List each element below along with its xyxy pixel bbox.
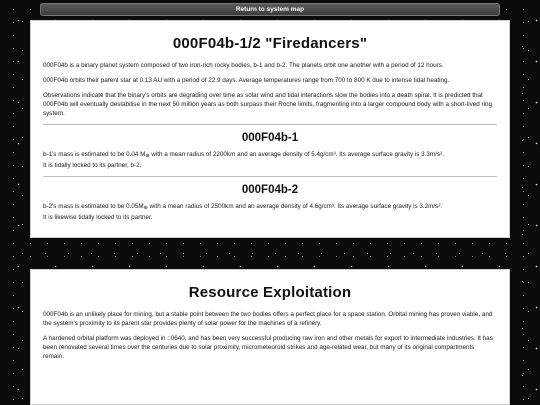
intro-paragraph-3: Observations indicate that the binary's orbits are degrading over time as solar wind and tidal interactions slow the bodies into a death spiral. It is predicted that 000F04b will eventually destabilise in the next 50 million years as both surpass their Roche limits, fragmenting into a larger compound body with a short-lived ring system. — [43, 92, 493, 117]
page-title: 000F04b-1/2 "Firedancers" — [172, 35, 368, 52]
resource-title: Resource Exploitation — [188, 284, 352, 301]
b2-properties-text: with a mean radius of 2500km and an average density of 4.6g/cm³. Its average surface gravity is 3.2m/s². — [147, 203, 443, 210]
resource-paragraph-1: 000F04b is an unlikely place for mining, but a stable point between the two bodies offers a perfect place for a space station. Orbital mining has proven viable, and the system's proximity to its parent star provides plenty of solar power for the machines of a refinery. — [43, 311, 493, 327]
resource-exploitation-panel — [30, 269, 510, 405]
section-divider — [43, 124, 497, 125]
return-to-system-map-button[interactable]: Return to system map — [40, 3, 500, 16]
b1-mass-text: b-1's mass is estimated to be 0.04 M — [43, 151, 146, 158]
b1-lock-text: It is tidally locked to its partner, b-2. — [43, 162, 142, 169]
b1-properties-text: with a mean radius of 2200km and an average density of 5.4g/cm³. Its average surface gravity is 3.3m/s². — [149, 151, 444, 158]
intro-paragraph-1: 000F04b is a binary planet system composed of two iron-rich rocky bodies, b-1 and b-2. The planets orbit one another with a period of 12 hours. — [43, 62, 444, 69]
section-divider — [43, 176, 497, 177]
b1-description — [43, 150, 497, 170]
earth-mass-symbol: ⊕ — [145, 153, 150, 159]
earth-mass-symbol: ⊕ — [143, 205, 148, 211]
b2-mass-text: b-2's mass is estimated to be 0.05M — [43, 203, 144, 210]
intro-paragraph-2: 000F04b orbits their parent star at 0.13 AU with a period of 22.9 days. Average temperatures range from 700 to 800 K due to intense tidal heating. — [43, 77, 450, 84]
b2-description — [43, 202, 497, 222]
b2-lock-text: It is likewise tidally locked to its partner. — [43, 214, 153, 221]
b2-heading: 000F04b-2 — [241, 184, 299, 196]
resource-paragraph-2: A hardened orbital platform was deployed in ::0640, and has been very successful producing raw iron and other metals for export to intermediate industries. It has been renovated several times over the centuries due to solar proximity, micrometeoroid strikes and age-related wear, but many of its original compartments remain. — [43, 335, 493, 360]
b1-heading: 000F04b-1 — [241, 132, 299, 144]
planet-info-panel — [30, 20, 510, 238]
